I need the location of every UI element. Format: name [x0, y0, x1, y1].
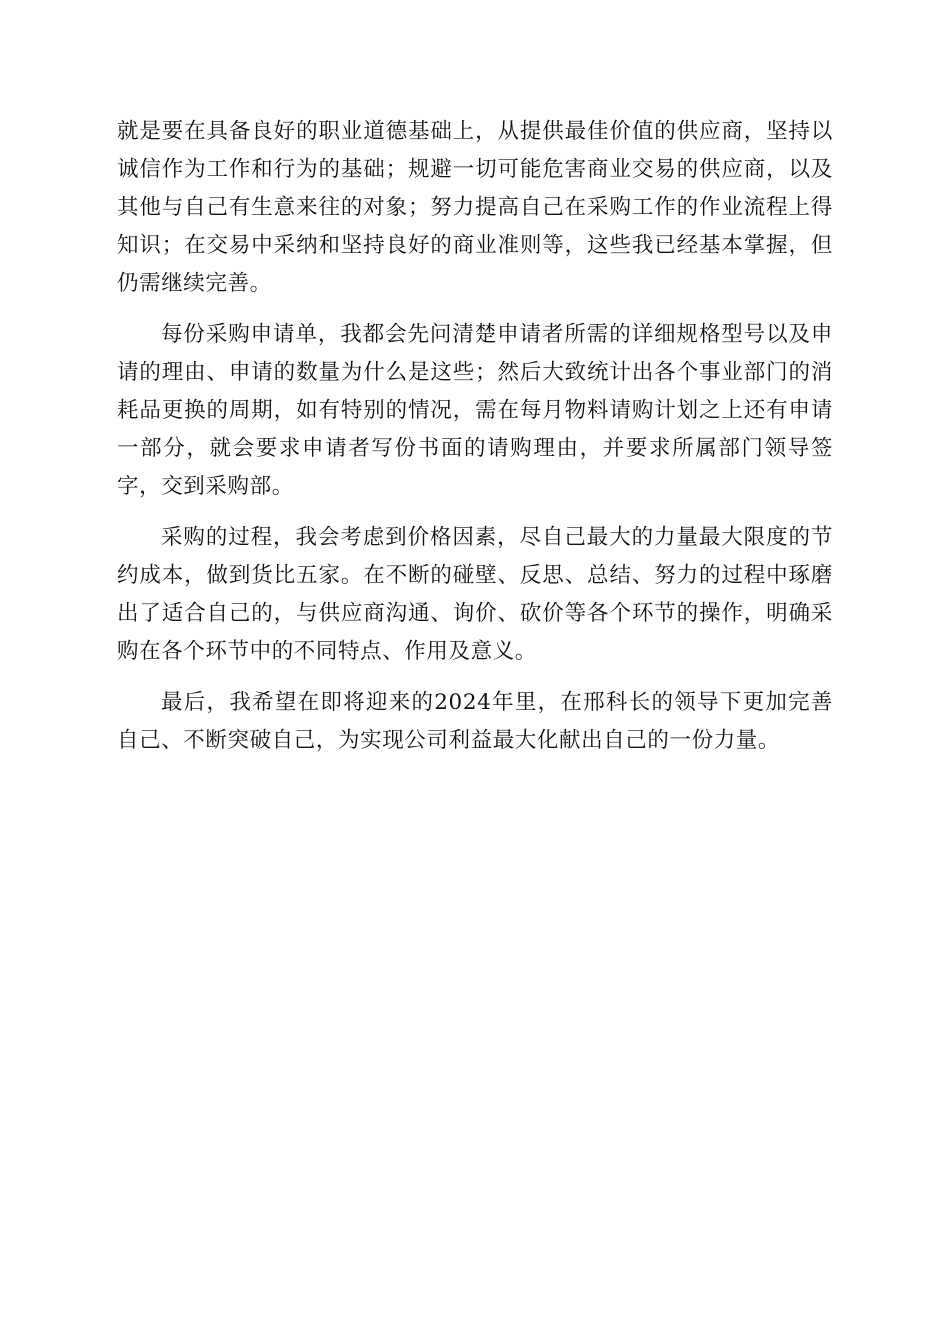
document-body: [117, 113, 833, 773]
paragraph-continuation: 就是要在具备良好的职业道德基础上，从提供最佳价值的供应商，坚持以诚信作为工作和行为的基础；规避一切可能危害商业交易的供应商，以及其他与自己有生意来往的对象；努力提高自己在采购工作的作业流程上得知识；在交易中采纳和坚持良好的商业准则等，这些我已经基本掌握，但仍需继续完善。: [117, 119, 833, 296]
paragraph-purchase-process: 采购的过程，我会考虑到价格因素，尽自己最大的力量最大限度的节约成本，做到货比五家。在不断的碰壁、反思、总结、努力的过程中琢磨出了适合自己的，与供应商沟通、询价、砍价等各个环节的操作，明确采购在各个环节中的不同特点、作用及意义。: [117, 525, 833, 664]
paragraph-purchase-requests: 每份采购申请单，我都会先问清楚申请者所需的详细规格型号以及申请的理由、申请的数量为什么是这些；然后大致统计出各个事业部门的消耗品更换的周期，如有特别的情况，需在每月物料请购计划之上还有申请一部分，就会要求申请者写份书面的请购理由，并要求所属部门领导签字，交到采购部。: [117, 322, 833, 499]
paragraph-conclusion: 最后，我希望在即将迎来的2024年里，在邢科长的领导下更加完善自己、不断突破自己，为实现公司利益最大化献出自己的一份力量。: [117, 690, 833, 753]
